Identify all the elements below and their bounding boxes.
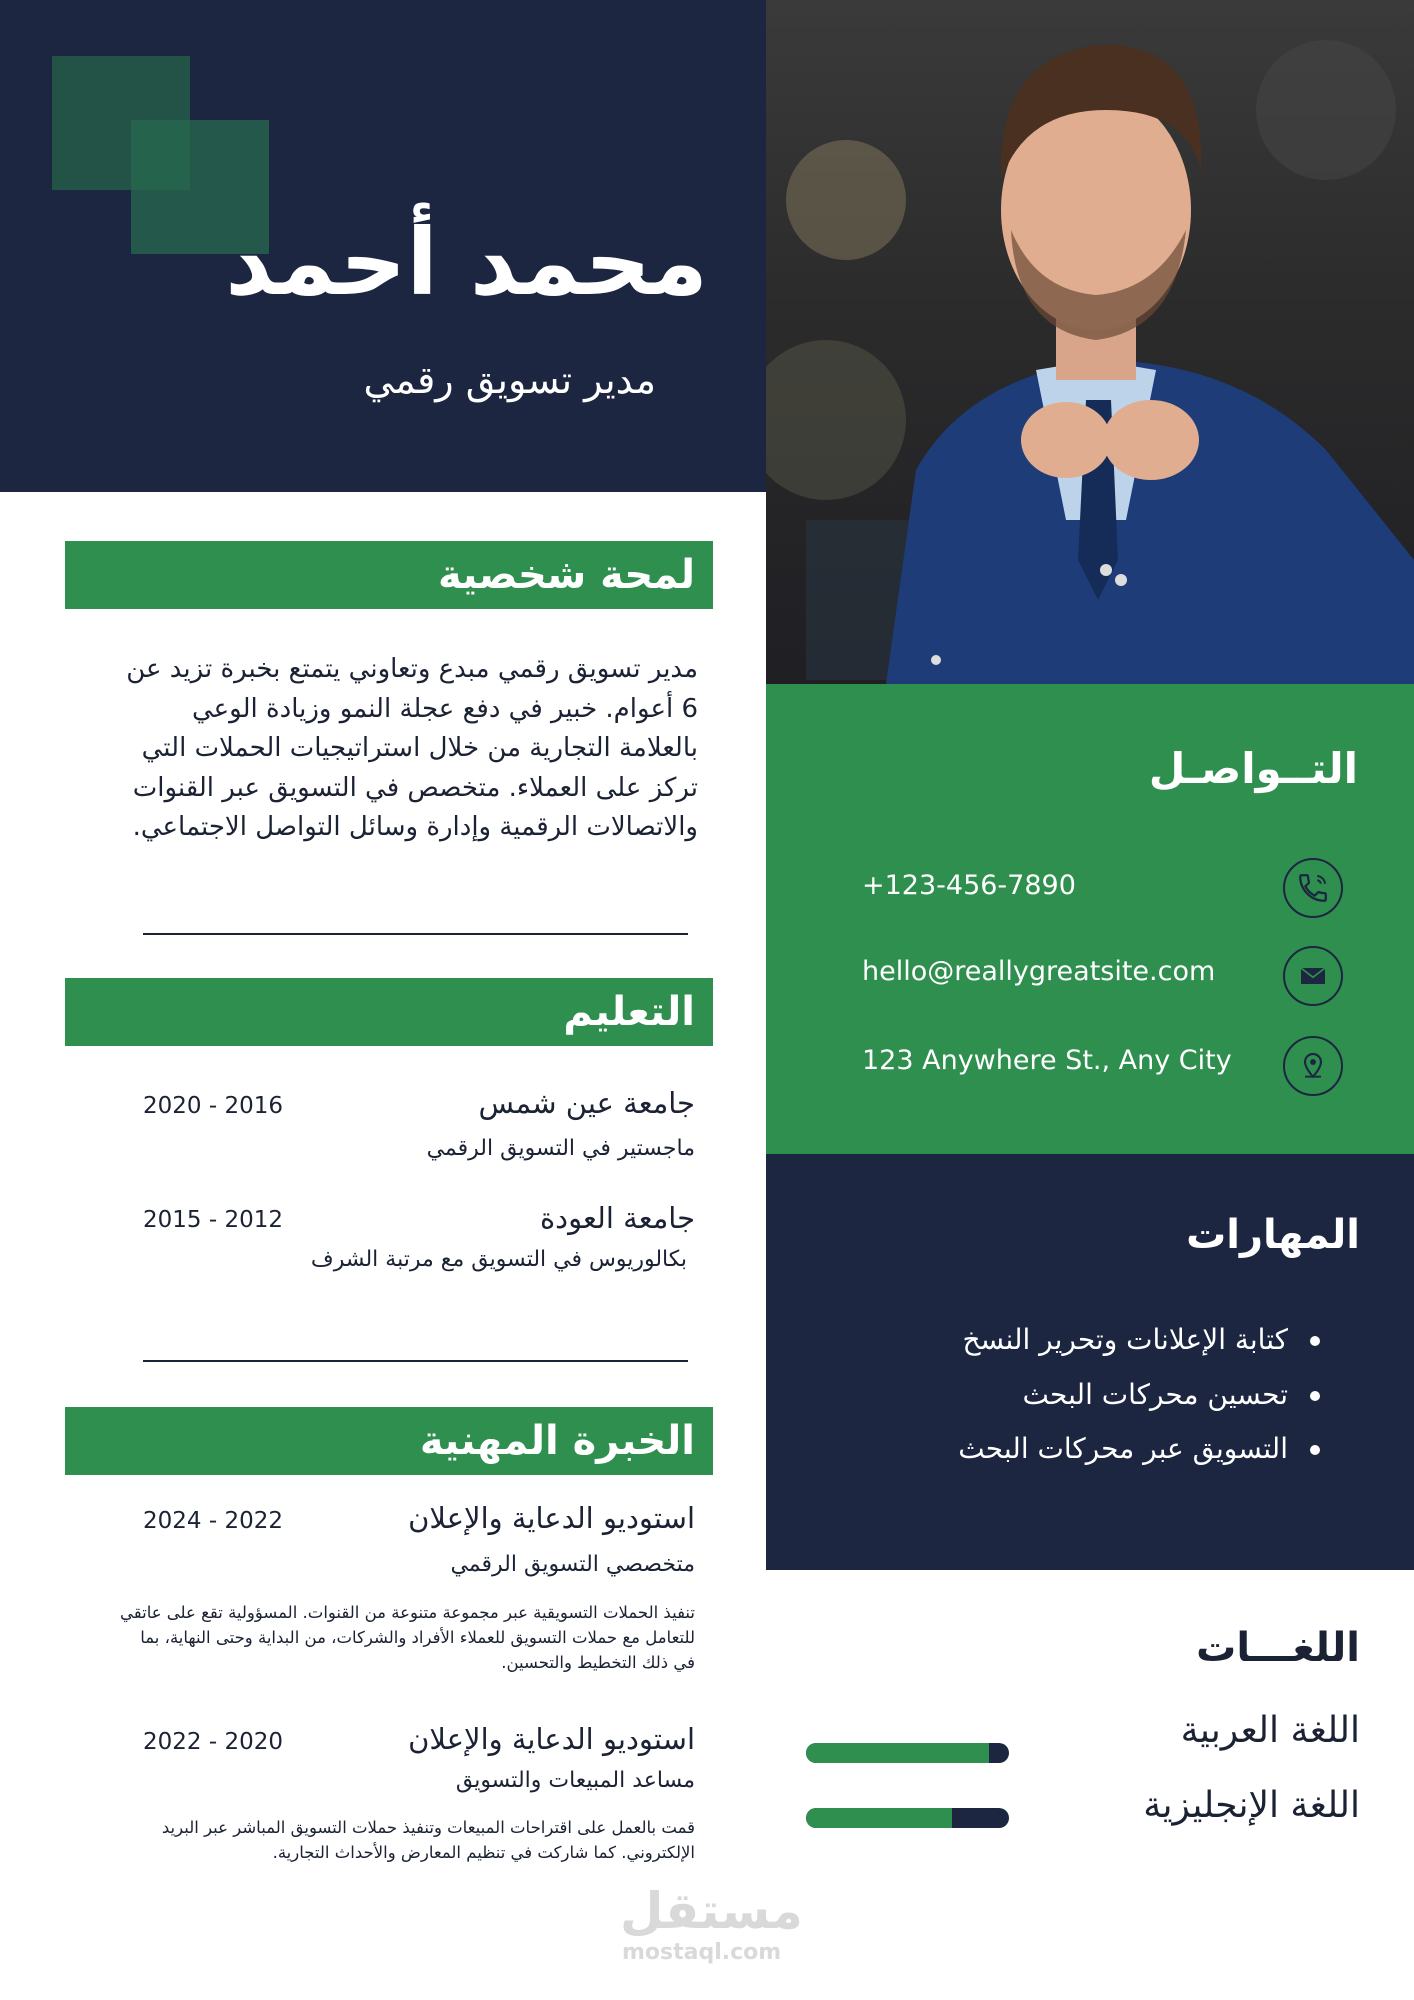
experience-company-1: استوديو الدعاية والإعلان [408,1501,695,1535]
divider-2 [143,1360,688,1362]
profile-photo [766,0,1414,684]
contact-heading: التــواصـل [1148,744,1358,793]
skill-item-2 [1023,1378,1320,1411]
education-years-2: 2015 - 2012 [143,1207,283,1233]
bullet-icon [1310,1445,1320,1455]
contact-email[interactable]: hello@reallygreatsite.com [862,956,1216,987]
skill-item-3 [958,1432,1320,1465]
watermark-logo: مستقل [620,1882,803,1940]
profile-heading: لمحة شخصية [65,541,713,609]
languages-heading: اللغـــات [1196,1625,1360,1671]
language-level-bar-1 [806,1743,1009,1763]
profile-text: مدير تسويق رقمي مبدع وتعاوني يتمتع بخبرة تزيد عن 6 أعوام. خبير في دفع عجلة النمو وزيادة الوعي بالعلامة التجارية من خلال استراتيجيات الحملات التي تركز على العملاء. متخصص في التسويق عبر القنوات والاتصالات الرقمية وإدارة وسائل التواصل الاجتماعي. [126,654,698,842]
experience-company-2: استوديو الدعاية والإعلان [408,1722,695,1756]
experience-role-2: مساعد المبيعات والتسويق [455,1768,695,1793]
experience-heading: الخبرة المهنية [65,1407,713,1475]
divider-1 [143,933,688,935]
language-name-2: اللغة الإنجليزية [1143,1785,1360,1826]
job-title: مدير تسويق رقمي [363,358,656,402]
candidate-name: محمد أحمد [225,209,708,316]
education-heading: التعليم [65,978,713,1046]
watermark-domain: mostaql.com [622,1940,782,1965]
experience-years-2: 2022 - 2020 [143,1729,283,1755]
language-name-1: اللغة العربية [1180,1710,1360,1751]
phone-icon [1283,858,1343,918]
experience-desc-1: تنفيذ الحملات التسويقية عبر مجموعة متنوعة من القنوات. المسؤولية تقع على عاتقي للتعامل مع حملات التسويق للعملاء الأفراد والشركات، من البداية وحتى النهاية، بما في ذلك التخطيط والتحسين. [120,1603,695,1672]
skill-label-3: التسويق عبر محركات البحث [958,1432,1288,1465]
experience-desc-2: قمت بالعمل على اقتراحات المبيعات وتنفيذ حملات التسويق المباشر عبر البريد الإلكتروني. كما شاركت في تنظيم المعارض والأحداث التجارية. [161,1818,695,1862]
skill-label-1: كتابة الإعلانات وتحرير النسخ [962,1323,1288,1356]
header-panel [0,0,766,492]
language-level-fill-1 [806,1743,989,1763]
education-degree-2: بكالوريوس في التسويق مع مرتبة الشرف [310,1247,687,1272]
mail-icon [1283,946,1343,1006]
skills-heading: المهارات [1186,1212,1360,1258]
education-degree-1: ماجستير في التسويق الرقمي [426,1136,695,1161]
experience-years-1: 2024 - 2022 [143,1508,283,1534]
skill-label-2: تحسين محركات البحث [1022,1378,1288,1411]
skills-panel [766,1154,1414,1570]
language-level-fill-2 [806,1808,952,1828]
education-years-1: 2020 - 2016 [143,1093,283,1119]
skill-item-1 [962,1323,1320,1356]
bullet-icon [1310,1336,1320,1346]
location-icon [1283,1036,1343,1096]
contact-address: 123 Anywhere St., Any City [862,1045,1232,1076]
experience-role-1: متخصصي التسويق الرقمي [450,1552,695,1577]
language-level-bar-2 [806,1808,1009,1828]
education-school-1: جامعة عين شمس [478,1086,695,1120]
education-school-2: جامعة العودة [539,1201,695,1235]
bullet-icon [1310,1391,1320,1401]
contact-phone[interactable]: +123-456-7890 [862,870,1076,901]
